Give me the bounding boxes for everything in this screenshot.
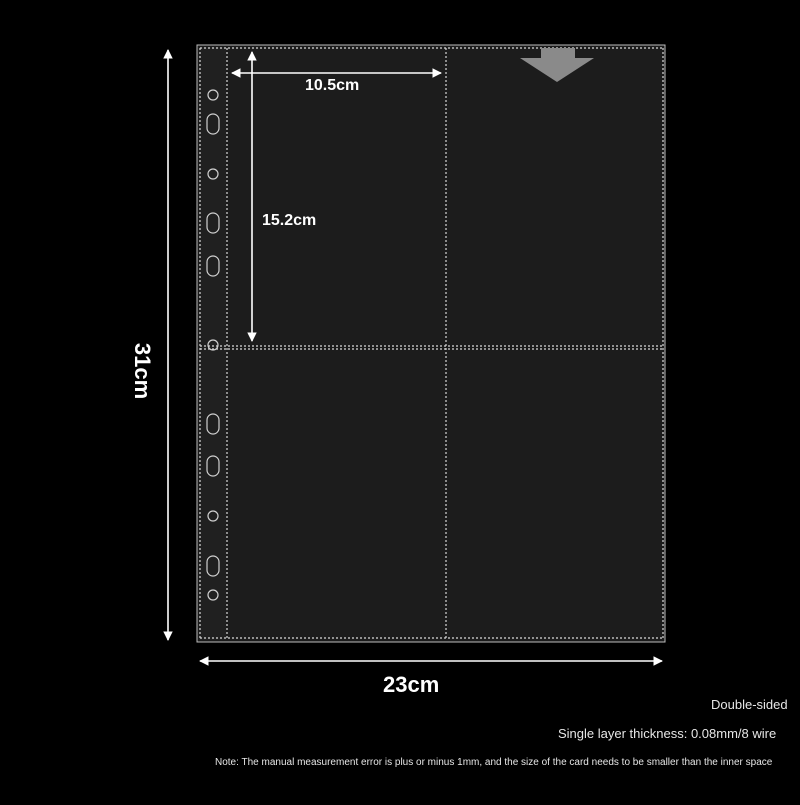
measurement-note: Note: The manual measurement error is plus or minus 1mm, and the size of the card needs to be smaller than the inner space xyxy=(215,757,773,768)
total-width-label: 23cm xyxy=(383,672,440,697)
pocket-bottom-right xyxy=(447,349,663,640)
pocket-height-label: 15.2cm xyxy=(262,212,317,229)
pocket-bottom-left xyxy=(228,349,445,640)
binding-strip xyxy=(199,47,226,640)
pocket-width-label: 10.5cm xyxy=(305,77,360,94)
total-height-label: 31cm xyxy=(130,342,155,400)
pocket-top-right xyxy=(447,47,663,346)
sidedness-text: Double-sided xyxy=(711,697,788,712)
binder-sheet xyxy=(197,45,665,642)
thickness-text: Single layer thickness: 0.08mm/8 wire xyxy=(558,726,777,741)
